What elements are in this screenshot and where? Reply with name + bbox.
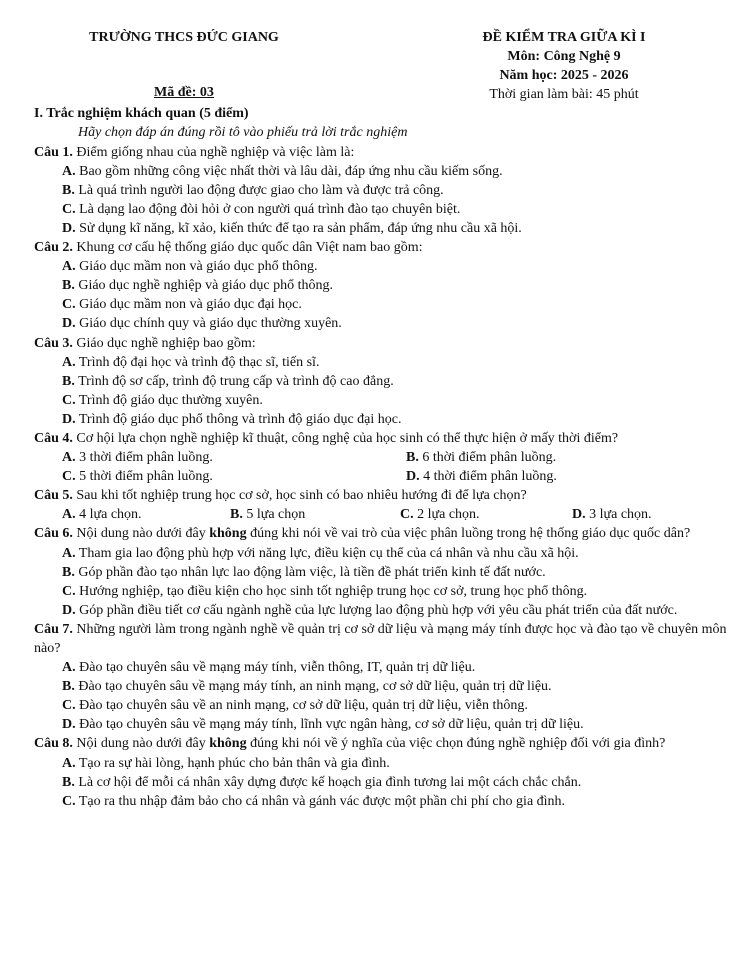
option-text: Giáo dục mầm non và giáo dục đại học. bbox=[75, 297, 302, 313]
question-label: Câu 4. bbox=[34, 430, 73, 446]
school-name: TRƯỜNG THCS ĐỨC GIANG bbox=[89, 30, 279, 45]
option-d bbox=[34, 219, 729, 238]
option-label: B. bbox=[62, 373, 75, 389]
option-text: Là cơ hội để mỗi cá nhân xây dựng được kế hoạch gia đình tương lai một cách chắc chắn. bbox=[74, 774, 582, 790]
option-label: C. bbox=[400, 507, 414, 523]
option-text: Giáo dục nghề nghiệp và giáo dục phổ thông. bbox=[74, 278, 334, 294]
question-label: Câu 8. bbox=[34, 736, 73, 752]
option-text: 3 lựa chọn. bbox=[585, 507, 652, 523]
question-6 bbox=[34, 524, 729, 543]
option-label: A. bbox=[62, 163, 76, 179]
option-text: 2 lựa chọn. bbox=[413, 507, 480, 523]
option-label: B. bbox=[62, 564, 75, 580]
option-text: Là quá trình người lao động được giao cho làm và được trả công. bbox=[74, 182, 444, 198]
option-label: C. bbox=[62, 469, 76, 485]
option-label: C. bbox=[62, 297, 76, 313]
option-d bbox=[34, 601, 729, 620]
option-label: D. bbox=[62, 602, 76, 618]
exam-header bbox=[34, 22, 729, 104]
option-label: D. bbox=[62, 411, 76, 427]
option-label: B. bbox=[62, 278, 75, 294]
option-d bbox=[34, 715, 729, 734]
options-grid bbox=[34, 448, 729, 486]
question-label: Câu 5. bbox=[34, 488, 73, 504]
option-label: C. bbox=[62, 201, 76, 217]
option-a bbox=[34, 353, 729, 372]
option-text: Sử dụng kĩ năng, kĩ xảo, kiến thức để tạo ra sản phẩm, đáp ứng nhu cầu xã hội. bbox=[75, 220, 522, 236]
option-label: D. bbox=[62, 316, 76, 332]
option-text: Trình độ giáo dục thường xuyên. bbox=[75, 392, 263, 408]
option-b bbox=[34, 181, 729, 200]
option-a bbox=[34, 658, 729, 677]
option-text: Đào tạo chuyên sâu về an ninh mạng, cơ sở dữ liệu, quản trị dữ liệu, viễn thông. bbox=[75, 698, 528, 714]
question-emphasis: không bbox=[209, 736, 247, 752]
option-label: C. bbox=[62, 793, 76, 809]
option-text: Góp phần điều tiết cơ cấu ngành nghề của lực lượng lao động phù hợp với yêu cầu phát triển của đất nước. bbox=[75, 602, 678, 618]
option-text: Giáo dục chính quy và giáo dục thường xuyên. bbox=[75, 316, 342, 332]
option-label: B. bbox=[62, 679, 75, 695]
option-a bbox=[34, 544, 729, 563]
option-text: Trình độ giáo dục phổ thông và trình độ giáo dục đại học. bbox=[75, 411, 402, 427]
option-b bbox=[34, 677, 729, 696]
option-label: C. bbox=[62, 583, 76, 599]
option-label: A. bbox=[62, 755, 76, 771]
question-text: Nội dung nào dưới đây bbox=[72, 736, 210, 752]
option-text: Tạo ra thu nhập đảm bảo cho cá nhân và gánh vác được một phần chi phí cho gia đình. bbox=[75, 793, 566, 809]
option-b bbox=[34, 773, 729, 792]
option-b bbox=[34, 372, 729, 391]
option-c bbox=[34, 582, 729, 601]
question-label: Câu 7. bbox=[34, 621, 73, 637]
option-b bbox=[34, 276, 729, 295]
option-c bbox=[34, 792, 729, 811]
option-text: 4 lựa chọn. bbox=[75, 507, 142, 523]
exam-code: Mã đề: 03 bbox=[154, 85, 214, 101]
question-label: Câu 3. bbox=[34, 335, 73, 351]
option-label: A. bbox=[62, 450, 76, 466]
question-5 bbox=[34, 486, 729, 505]
question-1 bbox=[34, 143, 729, 162]
option-d bbox=[572, 505, 729, 524]
question-text: Sau khi tốt nghiệp trung học cơ sở, học sinh có bao nhiêu hướng đi để lựa chọn? bbox=[72, 488, 527, 504]
exam-duration: Thời gian làm bài: 45 phút bbox=[489, 87, 639, 103]
option-label: B. bbox=[62, 182, 75, 198]
option-label: A. bbox=[62, 259, 76, 275]
question-3 bbox=[34, 334, 729, 353]
option-text: 5 thời điểm phân luồng. bbox=[75, 469, 213, 485]
option-text: Bao gồm những công việc nhất thời và lâu dài, đáp ứng nhu cầu kiếm sống. bbox=[75, 163, 503, 179]
question-text: Điểm giống nhau của nghề nghiệp và việc làm là: bbox=[72, 144, 355, 160]
question-label: Câu 6. bbox=[34, 526, 73, 542]
school-year: Năm học: 2025 - 2026 bbox=[499, 68, 629, 84]
option-label: D. bbox=[62, 717, 76, 733]
option-text: Tham gia lao động phù hợp với năng lực, điều kiện cụ thể của cá nhân và nhu cầu xã hội. bbox=[75, 545, 579, 561]
options-row bbox=[34, 505, 729, 524]
option-text: 4 thời điểm phân luồng. bbox=[419, 469, 557, 485]
option-label: D. bbox=[572, 507, 586, 523]
question-2 bbox=[34, 238, 729, 257]
exam-title: ĐỀ KIỂM TRA GIỮA KÌ I bbox=[482, 30, 646, 45]
question-text: Cơ hội lựa chọn nghề nghiệp kĩ thuật, công nghệ của học sinh có thể thực hiện ở mấy thời điểm? bbox=[72, 430, 619, 446]
option-text: Giáo dục mầm non và giáo dục phổ thông. bbox=[75, 259, 318, 275]
option-d bbox=[34, 314, 729, 333]
option-c bbox=[34, 295, 729, 314]
option-text: Hướng nghiệp, tạo điều kiện cho học sinh tốt nghiệp trung học cơ sở, trung học phổ thông. bbox=[75, 583, 588, 599]
option-text: Là dạng lao động đòi hỏi ở con người quá trình đào tạo chuyên biệt. bbox=[75, 201, 461, 217]
option-label: A. bbox=[62, 660, 76, 676]
header-left bbox=[34, 22, 334, 104]
option-label: B. bbox=[62, 774, 75, 790]
option-text: Tạo ra sự hài lòng, hạnh phúc cho bản thân và gia đình. bbox=[75, 755, 390, 771]
question-8 bbox=[34, 734, 729, 753]
option-text: Trình độ đại học và trình độ thạc sĩ, tiến sĩ. bbox=[75, 354, 320, 370]
header-right bbox=[399, 22, 729, 104]
option-text: Đào tạo chuyên sâu về mạng máy tính, viễn thông, IT, quản trị dữ liệu. bbox=[75, 660, 476, 676]
question-emphasis: không bbox=[209, 526, 247, 542]
option-label: D. bbox=[62, 220, 76, 236]
option-text: Đào tạo chuyên sâu về mạng máy tính, lĩnh vực ngân hàng, cơ sở dữ liệu, quản trị dữ liệu. bbox=[75, 717, 584, 733]
question-text: Nội dung nào dưới đây bbox=[72, 526, 210, 542]
option-b bbox=[34, 563, 729, 582]
question-text: Giáo dục nghề nghiệp bao gồm: bbox=[72, 335, 256, 351]
section-title: I. Trắc nghiệm khách quan (5 điểm) bbox=[34, 106, 249, 122]
option-c bbox=[34, 200, 729, 219]
option-text: 5 lựa chọn bbox=[242, 507, 306, 523]
option-label: A. bbox=[62, 545, 76, 561]
option-label: B. bbox=[406, 450, 419, 466]
option-a bbox=[34, 754, 729, 773]
option-a bbox=[62, 505, 230, 524]
question-text: đúng khi nói về vai trò của việc phân luồng trong hệ thống giáo dục quốc dân? bbox=[246, 526, 691, 542]
exam-subject: Môn: Công Nghệ 9 bbox=[507, 49, 621, 65]
question-label: Câu 1. bbox=[34, 144, 73, 160]
option-d bbox=[34, 410, 729, 429]
question-label: Câu 2. bbox=[34, 240, 73, 256]
question-text: đúng khi nói về ý nghĩa của việc chọn đúng nghề nghiệp đối với gia đình? bbox=[246, 736, 666, 752]
option-label: C. bbox=[62, 698, 76, 714]
option-a bbox=[62, 448, 406, 467]
option-a bbox=[34, 162, 729, 181]
option-label: A. bbox=[62, 507, 76, 523]
option-d bbox=[406, 467, 729, 486]
question-4 bbox=[34, 429, 729, 448]
section-instruction: Hãy chọn đáp án đúng rồi tô vào phiếu trả lời trắc nghiệm bbox=[78, 125, 408, 141]
option-a bbox=[34, 257, 729, 276]
option-c bbox=[400, 505, 572, 524]
option-label: B. bbox=[230, 507, 243, 523]
option-b bbox=[406, 448, 729, 467]
option-label: C. bbox=[62, 392, 76, 408]
option-c bbox=[34, 391, 729, 410]
option-label: D. bbox=[406, 469, 420, 485]
option-c bbox=[34, 696, 729, 715]
option-text: Trình độ sơ cấp, trình độ trung cấp và trình độ cao đẳng. bbox=[74, 373, 394, 389]
option-label: A. bbox=[62, 354, 76, 370]
option-b bbox=[230, 505, 400, 524]
question-text: Khung cơ cấu hệ thống giáo dục quốc dân Việt nam bao gồm: bbox=[72, 240, 423, 256]
option-text: Đào tạo chuyên sâu về mạng máy tính, an ninh mạng, cơ sở dữ liệu, quản trị dữ liệu. bbox=[74, 679, 552, 695]
option-c bbox=[62, 467, 406, 486]
option-text: Góp phần đào tạo nhân lực lao động làm việc, là tiền đề phát triển kinh tế đất nước. bbox=[74, 564, 546, 580]
question-text: Những người làm trong ngành nghề về quản trị cơ sở dữ liệu và mạng máy tính được học và đào tạo về chuyên môn nào? bbox=[34, 621, 727, 656]
question-7 bbox=[34, 620, 729, 658]
option-text: 6 thời điểm phân luồng. bbox=[418, 450, 557, 466]
option-text: 3 thời điểm phân luồng. bbox=[75, 450, 213, 466]
